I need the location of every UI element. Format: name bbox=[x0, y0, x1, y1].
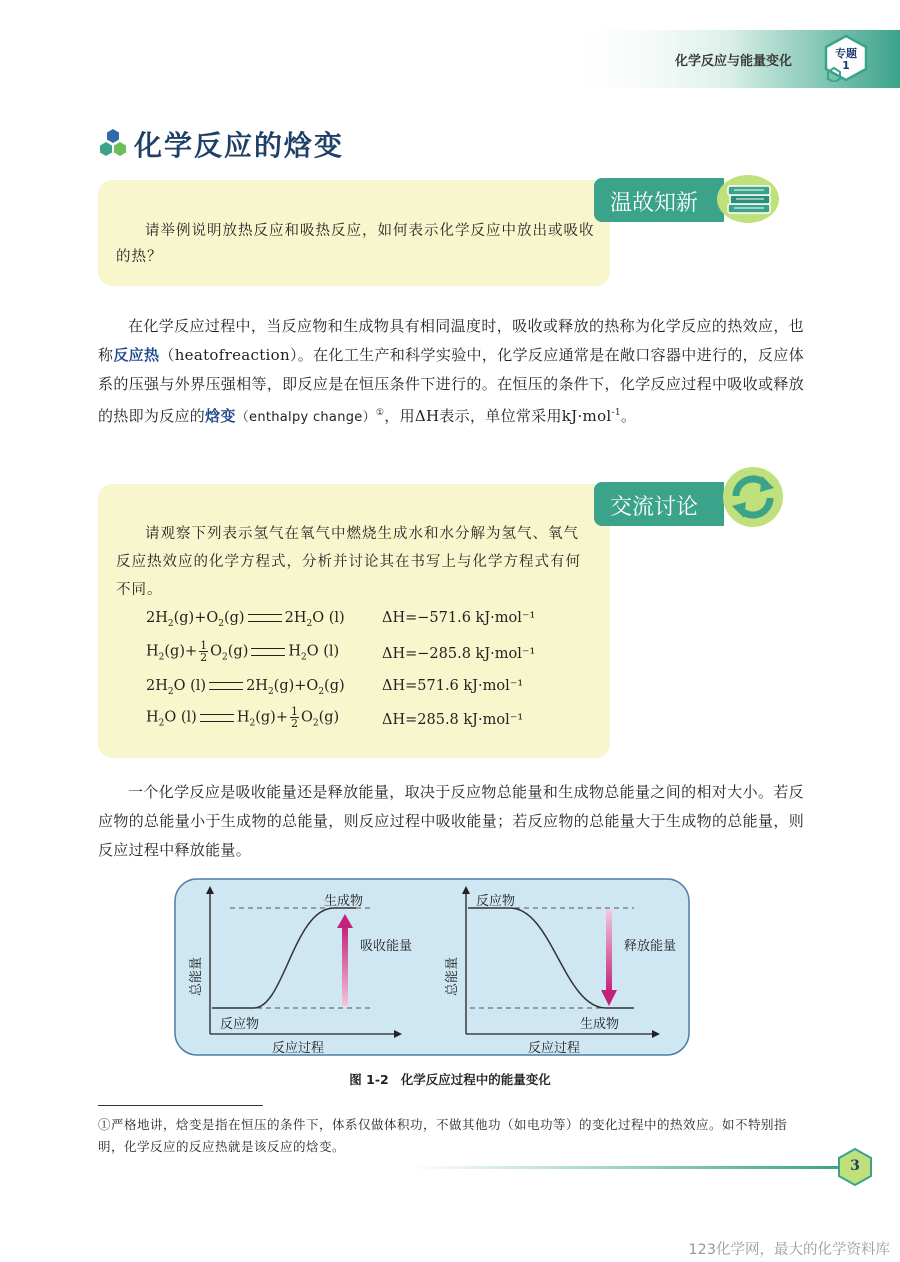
equation-3: $2H_2O$ (l) $2H_2(g)+O_2(g)$ bbox=[146, 678, 345, 697]
right-start-label: 反应物 bbox=[476, 894, 516, 909]
footnote-divider bbox=[98, 1105, 263, 1106]
equation-4: $H_2O$ (l) $H_2(g)+$ $\frac{1}{2}$ $O_2(g)$ bbox=[146, 705, 340, 730]
caption-text: 化学反应过程中的能量变化 bbox=[400, 1072, 551, 1087]
left-xlabel: 反应过程 bbox=[272, 1041, 325, 1056]
delta-h-1: ΔH=−571.6 kJ·mol⁻¹ bbox=[382, 610, 536, 626]
unit-exponent: -1 bbox=[611, 408, 621, 418]
left-end-label: 生成物 bbox=[324, 894, 364, 909]
badge-label: 专题 bbox=[835, 47, 857, 60]
hexagon-cluster-icon bbox=[98, 128, 128, 158]
discussion-text: 请观察下列表示氢气在氧气中燃烧生成水和水分解为氢气、氧气反应热效应的化学方程式，分析并讨论其在书写上与化学方程式有何不同。 bbox=[116, 526, 581, 598]
term-enthalpy-change: 焓变 bbox=[205, 407, 236, 425]
section-title: 化学反应的焓变 bbox=[134, 129, 345, 162]
paragraph-enthalpy-intro bbox=[98, 312, 804, 432]
paragraph-energy-comparison: 一个化学反应是吸收能量还是释放能量，取决于反应物总能量和生成物总能量之间的相对大小。若反应物的总能量小于生成物的总能量，则反应过程中吸收能量；若反应物的总能量大于生成物的总能量，则反应过程中释放能量。 bbox=[98, 783, 804, 859]
fraction-denominator: 2 bbox=[290, 717, 298, 730]
equation-2: $H_2(g)+$ $\frac{1}{2}$ $O_2(g)$ $H_2O$ (l) bbox=[146, 639, 340, 664]
energy-diagram-figure bbox=[174, 878, 690, 1056]
page-number: 3 bbox=[850, 1158, 860, 1174]
footnote: ①严格地讲，焓变是指在恒压的条件下，体系仅做体积功，不做其他功（如电功等）的变化过程中的热效应。如不特别指明，化学反应的反应热就是该反应的焓变。 bbox=[98, 1117, 788, 1154]
chapter-badge bbox=[828, 48, 864, 72]
review-text: 请举例说明放热反应和吸热反应，如何表示化学反应中放出或吸收的热？ bbox=[116, 223, 595, 265]
term-reaction-heat: 反应热 bbox=[113, 346, 160, 364]
chapter-title: 化学反应与能量变化 bbox=[675, 54, 793, 69]
para1-text-4: ，用ΔH表示，单位常采用kJ·mol bbox=[384, 407, 612, 425]
right-end-label: 生成物 bbox=[580, 1017, 620, 1032]
para1-text-5: 。 bbox=[620, 407, 637, 425]
left-ylabel: 总能量 bbox=[189, 956, 204, 996]
books-icon bbox=[716, 174, 780, 224]
badge-number: 1 bbox=[842, 59, 850, 72]
absorb-arrow-shaft bbox=[342, 926, 348, 1006]
fraction-numerator: 1 bbox=[200, 639, 208, 652]
recycle-arrows-icon bbox=[722, 466, 784, 528]
right-xlabel: 反应过程 bbox=[528, 1041, 581, 1056]
review-tab-label: 温故知新 bbox=[610, 191, 699, 216]
left-start-label: 反应物 bbox=[220, 1017, 260, 1032]
right-ylabel: 总能量 bbox=[445, 956, 460, 996]
delta-h-4: ΔH=285.8 kJ·mol⁻¹ bbox=[382, 712, 524, 728]
watermark: 123化学网，最大的化学资料库 bbox=[688, 1242, 890, 1258]
fraction-denominator: 2 bbox=[200, 651, 208, 664]
caption-number: 图 1-2 bbox=[349, 1072, 389, 1087]
delta-h-3: ΔH=571.6 kJ·mol⁻¹ bbox=[382, 678, 524, 694]
footnote-mark: ① bbox=[375, 408, 385, 418]
equation-1: $2H_2(g)+O_2(g)$ $2H_2O$ (l) bbox=[146, 610, 345, 629]
delta-h-2: ΔH=−285.8 kJ·mol⁻¹ bbox=[382, 646, 536, 662]
para1-text-1: 在化学反应过程中，当反应物和生成物具有相同温度时，吸收或释放的热称为化学反应的热效应，也称 bbox=[98, 317, 804, 364]
release-arrow-shaft bbox=[606, 910, 612, 992]
page-number-rule bbox=[410, 1166, 840, 1169]
absorb-energy-label: 吸收能量 bbox=[360, 939, 413, 954]
para1-text-3: （enthalpy change） bbox=[235, 410, 376, 425]
fraction-numerator: 1 bbox=[290, 705, 298, 718]
para1-text-2: （heatofreaction）。在化工生产和科学实验中，化学反应通常是在敞口容器中进行的，反应体系的压强与外界压强相等，即反应是在恒压条件下进行的。在恒压的条件下，化学反应过程中吸收或释放的热即为反应的 bbox=[98, 346, 804, 425]
figure-caption bbox=[0, 1070, 900, 1088]
discussion-tab-label: 交流讨论 bbox=[610, 495, 699, 520]
release-energy-label: 释放能量 bbox=[624, 939, 677, 954]
